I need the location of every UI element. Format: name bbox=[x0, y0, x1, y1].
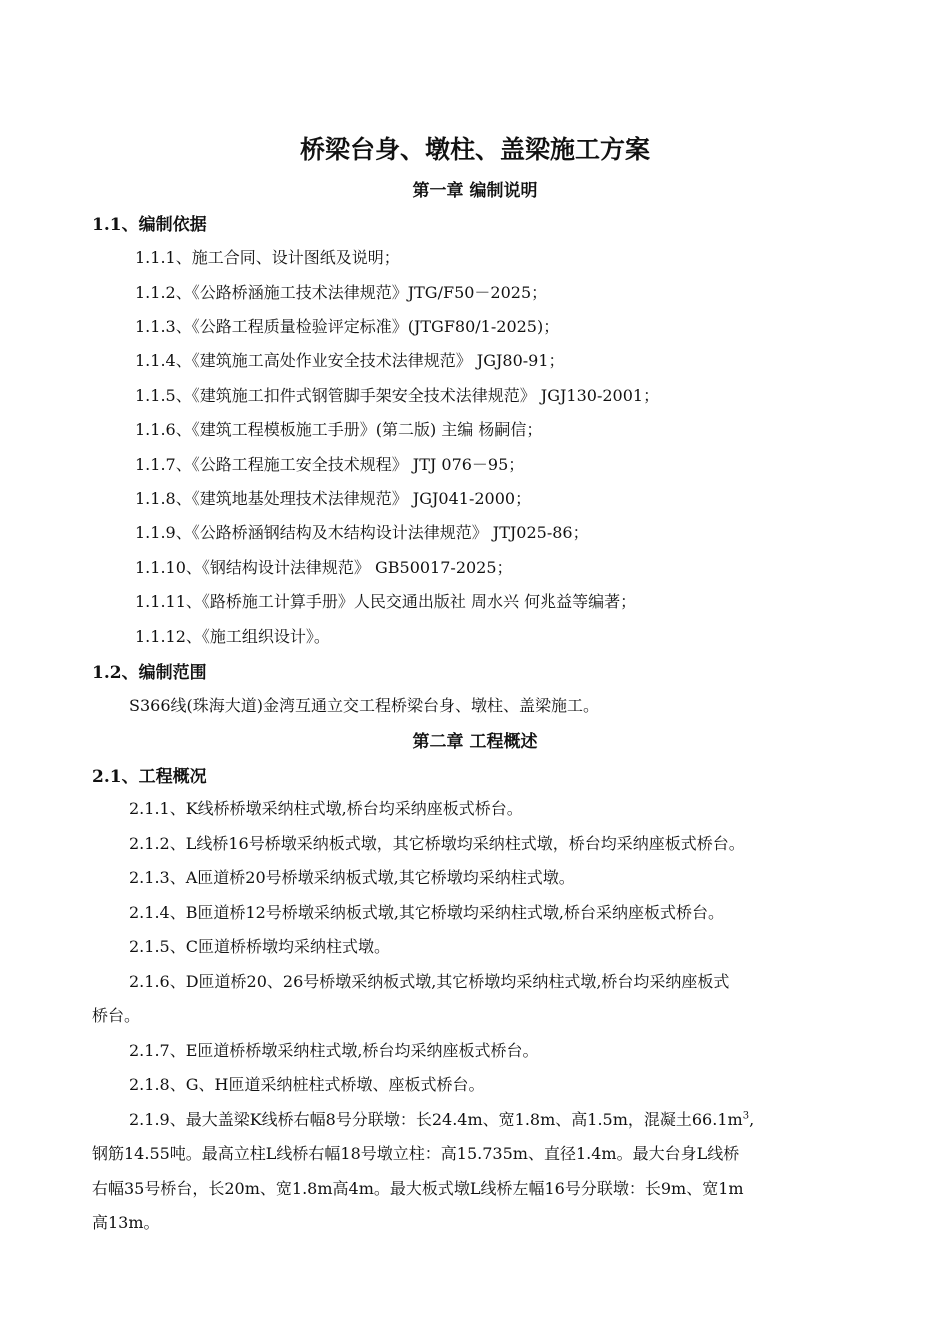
list-item: 1.1.3、《公路工程质量检验评定标准》(JTGF80/1-2025)； bbox=[135, 317, 560, 336]
list-item-text: , bbox=[749, 1110, 755, 1129]
list-item-continuation: 钢筋14.55吨。最高立柱L线桥右幅18号墩立柱：高15.735m、直径1.4m。最大台身L线桥 bbox=[92, 1144, 740, 1163]
list-item: 2.1.2、L线桥16号桥墩采纳板式墩，其它桥墩均采纳柱式墩，桥台均采纳座板式桥台。 bbox=[129, 834, 745, 853]
list-item-text: 2.1.9、最大盖梁K线桥右幅8号分联墩：长24.4m、宽1.8m、高1.5m，混凝土66.1m bbox=[129, 1110, 743, 1129]
superscript: 3 bbox=[742, 1110, 750, 1122]
list-item: 1.1.9、《公路桥涵钢结构及木结构设计法律规范》 JTJ025-86； bbox=[135, 523, 589, 542]
list-item: 2.1.8、G、H匝道采纳桩柱式桥墩、座板式桥台。 bbox=[129, 1075, 485, 1094]
list-item: 1.1.7、《公路工程施工安全技术规程》 JTJ 076－95； bbox=[135, 455, 525, 474]
list-item: 1.1.4、《建筑施工高处作业安全技术法律规范》 JGJ80-91； bbox=[135, 351, 565, 370]
list-item: 2.1.5、C匝道桥桥墩均采纳柱式墩。 bbox=[129, 937, 390, 956]
section-1-1-heading: 1.1、编制依据 bbox=[92, 215, 207, 235]
list-item: 1.1.6、《建筑工程模板施工手册》(第二版) 主编 杨嗣信； bbox=[135, 420, 543, 439]
list-item-continuation: 桥台。 bbox=[92, 1006, 141, 1025]
list-item: 1.1.2、《公路桥涵施工技术法律规范》JTG/F50－2025； bbox=[135, 283, 548, 302]
list-item: 1.1.1、施工合同、设计图纸及说明； bbox=[135, 248, 400, 267]
list-item: 1.1.5、《建筑施工扣件式钢管脚手架安全技术法律规范》 JGJ130-2001； bbox=[135, 386, 660, 405]
list-item-continuation: 右幅35号桥台，长20m、宽1.8m高4m。最大板式墩L线桥左幅16号分联墩：长9m、宽1m bbox=[92, 1179, 744, 1198]
list-item: 2.1.3、A匝道桥20号桥墩采纳板式墩,其它桥墩均采纳柱式墩。 bbox=[129, 868, 575, 887]
list-item: 1.1.8、《建筑地基处理技术法律规范》 JGJ041-2000； bbox=[135, 489, 532, 508]
list-item bbox=[129, 1107, 754, 1130]
list-item: 2.1.7、E匝道桥桥墩采纳柱式墩,桥台均采纳座板式桥台。 bbox=[129, 1041, 539, 1060]
list-item: 2.1.4、B匝道桥12号桥墩采纳板式墩,其它桥墩均采纳柱式墩,桥台采纳座板式桥台。 bbox=[129, 903, 725, 922]
document-title: 桥梁台身、墩柱、盖梁施工方案 bbox=[299, 135, 650, 164]
list-item: 1.1.10、《钢结构设计法律规范》 GB50017-2025； bbox=[135, 558, 513, 577]
list-item: 2.1.6、D匝道桥20、26号桥墩采纳板式墩,其它桥墩均采纳柱式墩,桥台均采纳座板式 bbox=[129, 972, 730, 991]
scope-paragraph: S366线(珠海大道)金湾互通立交工程桥梁台身、墩柱、盖梁施工。 bbox=[129, 696, 599, 715]
section-1-2-heading: 1.2、编制范围 bbox=[92, 663, 207, 683]
chapter-2-heading: 第二章 工程概述 bbox=[412, 732, 538, 752]
list-item-continuation: 高13m。 bbox=[92, 1213, 160, 1232]
list-item: 2.1.1、K线桥桥墩采纳柱式墩,桥台均采纳座板式桥台。 bbox=[129, 799, 523, 818]
list-item: 1.1.12、《施工组织设计》。 bbox=[135, 627, 330, 646]
list-item: 1.1.11、《路桥施工计算手册》人民交通出版社 周水兴 何兆益等编著； bbox=[135, 592, 637, 611]
section-2-1-heading: 2.1、工程概况 bbox=[92, 767, 207, 787]
chapter-1-heading: 第一章 编制说明 bbox=[412, 181, 538, 201]
